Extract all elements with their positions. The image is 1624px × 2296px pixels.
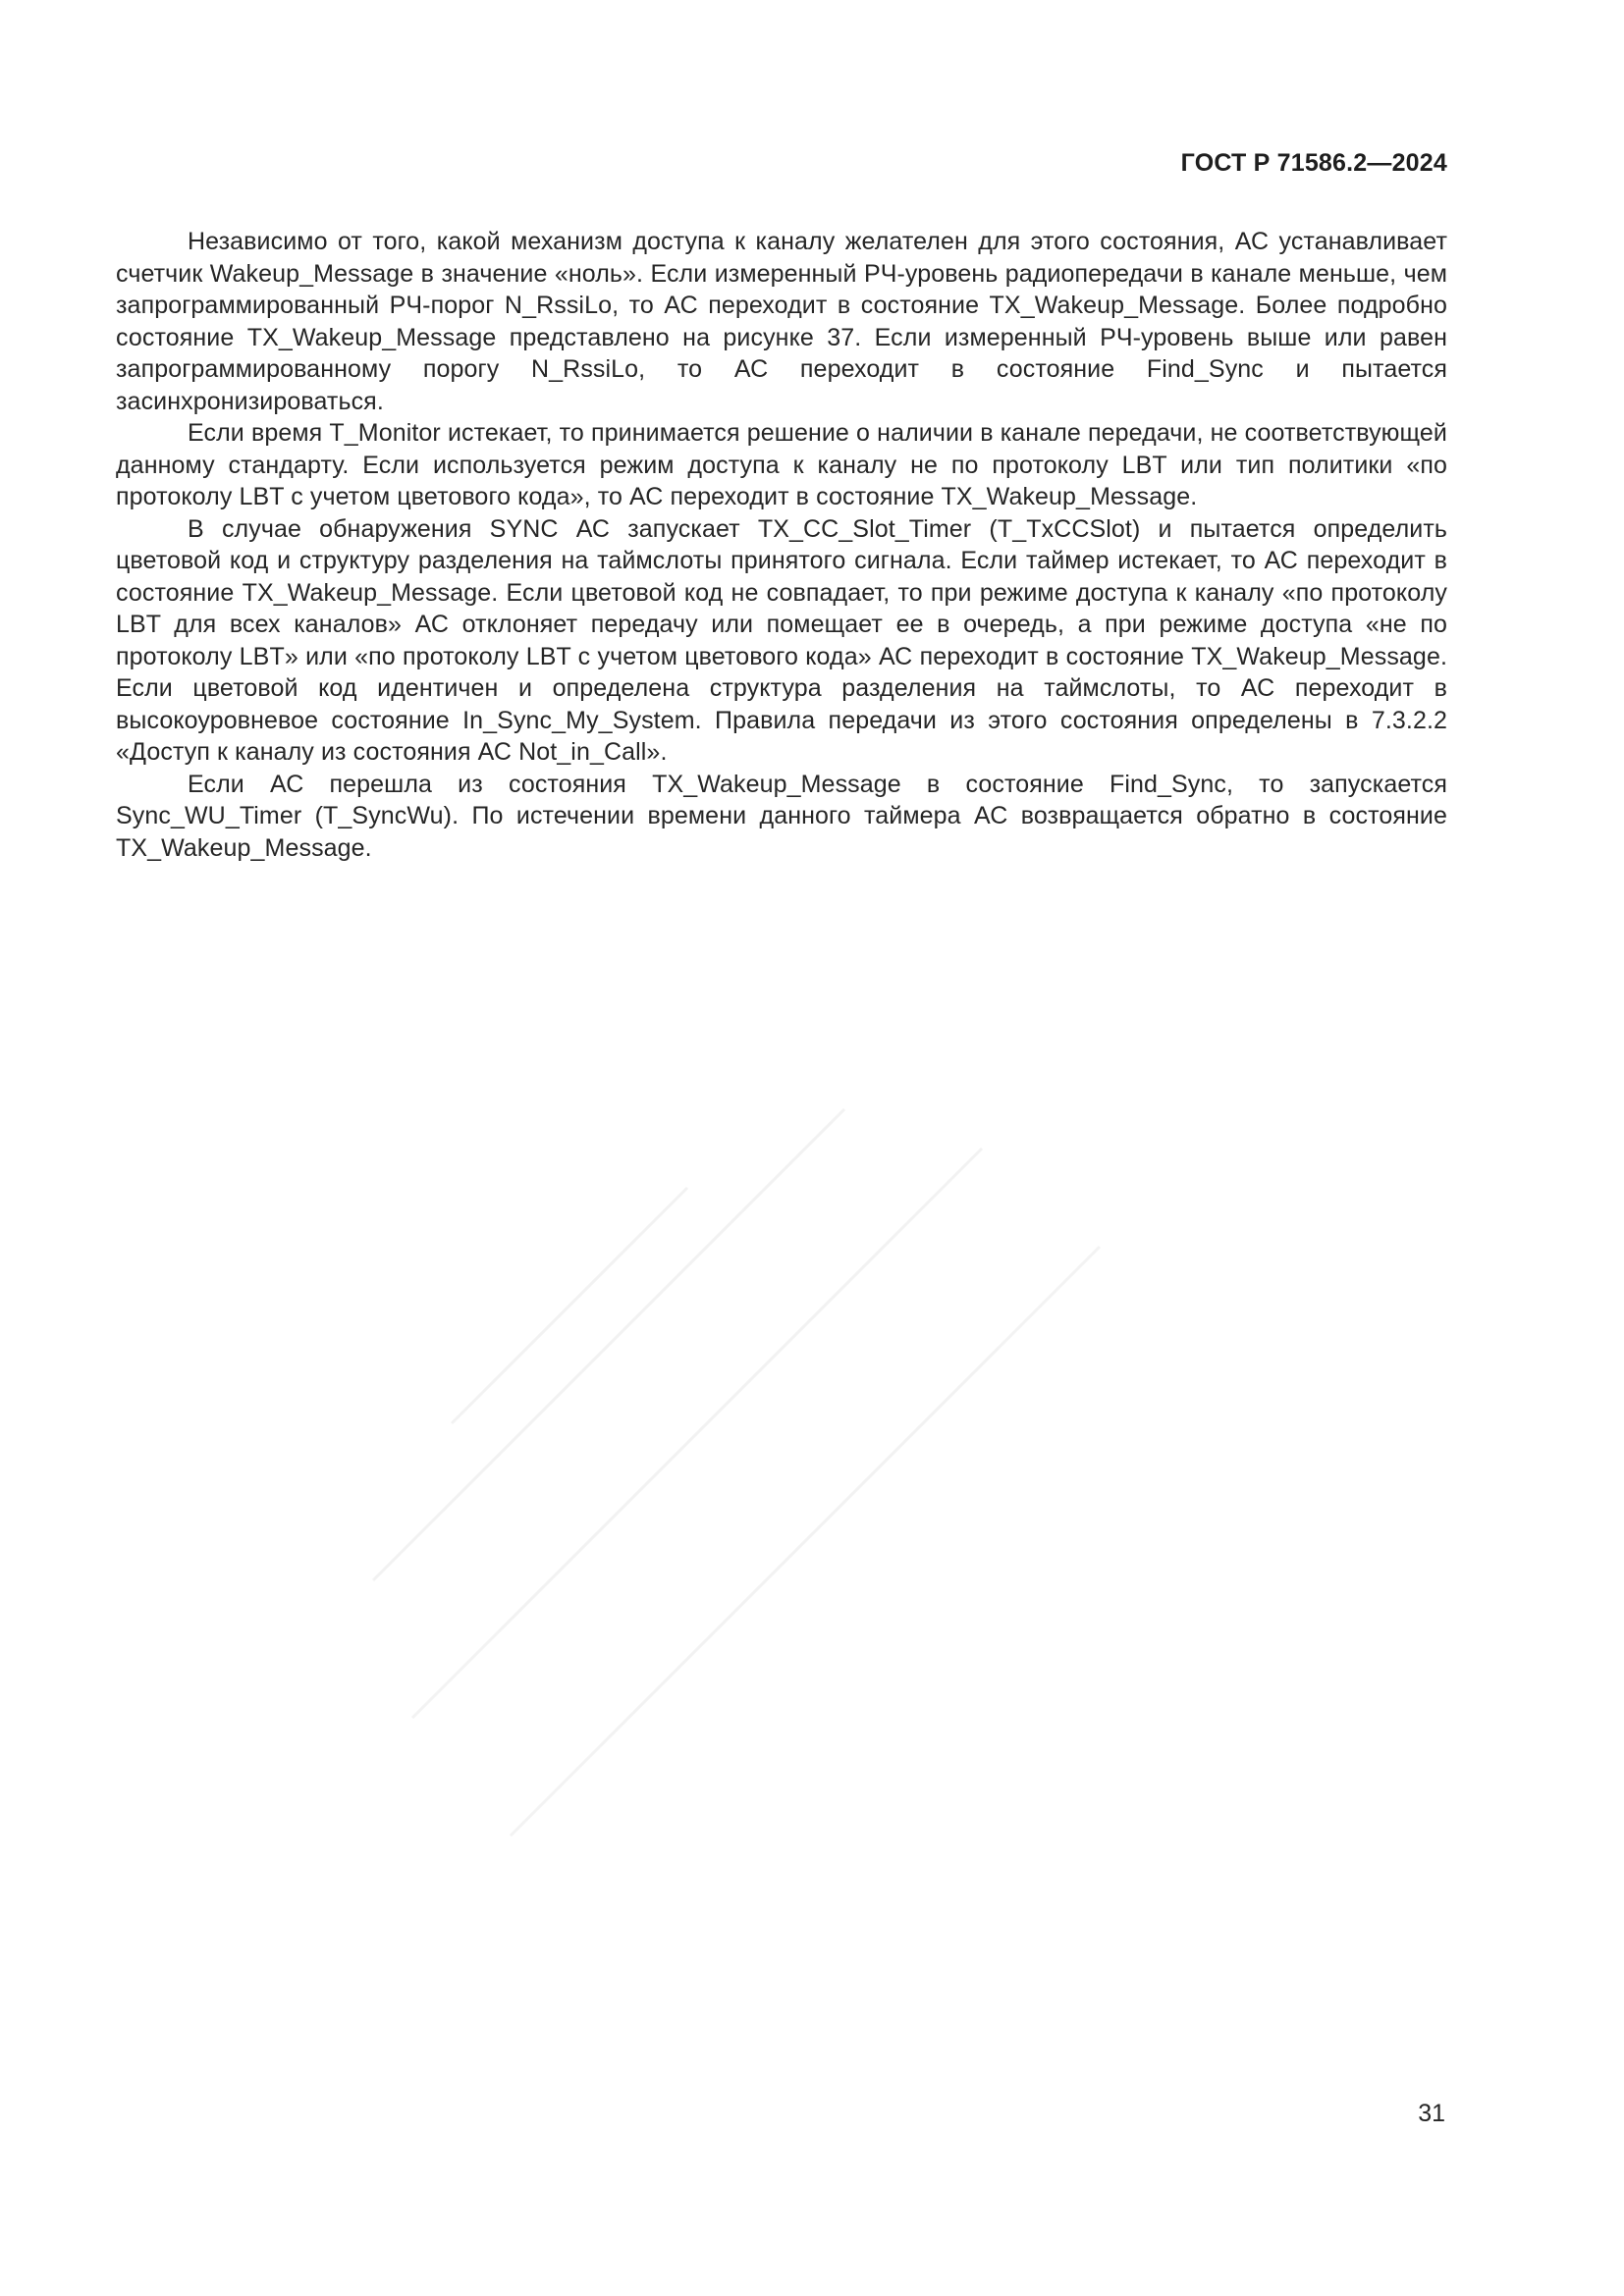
paragraph: Если время T_Monitor истекает, то принимается решение о наличии в канале передачи, не соответствующей данному стандарту. Если используется режим доступа к каналу не по протоколу LBT или тип политики «по протоколу LBT с учетом цветового кода», то АС переходит в состояние TX_Wakeup_Message. (116, 419, 1447, 510)
page-number: 31 (1418, 2100, 1445, 2127)
paragraph: Независимо от того, какой механизм доступа к каналу желателен для этого состояния, АС устанавливает счетчик Wakeup_Message в значение «ноль». Если измеренный РЧ-уровень радиопередачи в канале меньше, чем запрограммированный РЧ-порог N_RssiLo, то АС переходит в состояние TX_Wakeup_Message. Более подробно состояние TX_Wakeup_Message представлено на рисунке 37. Если измеренный РЧ-уровень выше или равен запрограммированному порогу N_RssiLo, то АС переходит в состояние Find_Sync и пытается засинхронизироваться. (116, 228, 1447, 415)
document-body (116, 226, 1447, 864)
paragraph: В случае обнаружения SYNC АС запускает TX_CC_Slot_Timer (T_TxCCSlot) и пытается определить цветовой код и структуру разделения на таймслоты принятого сигнала. Если таймер истекает, то АС переходит в состояние TX_Wakeup_Message. Если цветовой код не совпадает, то при режиме доступа к каналу «по протоколу LBT для всех каналов» АС отклоняет передачу или помещает ее в очередь, а при режиме доступа «не по протоколу LBT» или «по протоколу LBT с учетом цветового кода» АС переходит в состояние TX_Wakeup_Message. Если цветовой код идентичен и определена структура разделения на таймслоты, то АС переходит в высокоуровневое состояние In_Sync_My_System. Правила передачи из этого состояния определены в 7.3.2.2 «Доступ к каналу из состояния АС Not_in_Call». (116, 514, 1447, 766)
faint-watermark-pattern (295, 1031, 1178, 1914)
document-header-code: ГОСТ Р 71586.2—2024 (1180, 149, 1447, 177)
paragraph: Если АС перешла из состояния TX_Wakeup_Message в состояние Find_Sync, то запускается Sync_WU_Timer (T_SyncWu). По истечении времени данного таймера АС возвращается обратно в состояние TX_Wakeup_Message. (116, 770, 1447, 862)
